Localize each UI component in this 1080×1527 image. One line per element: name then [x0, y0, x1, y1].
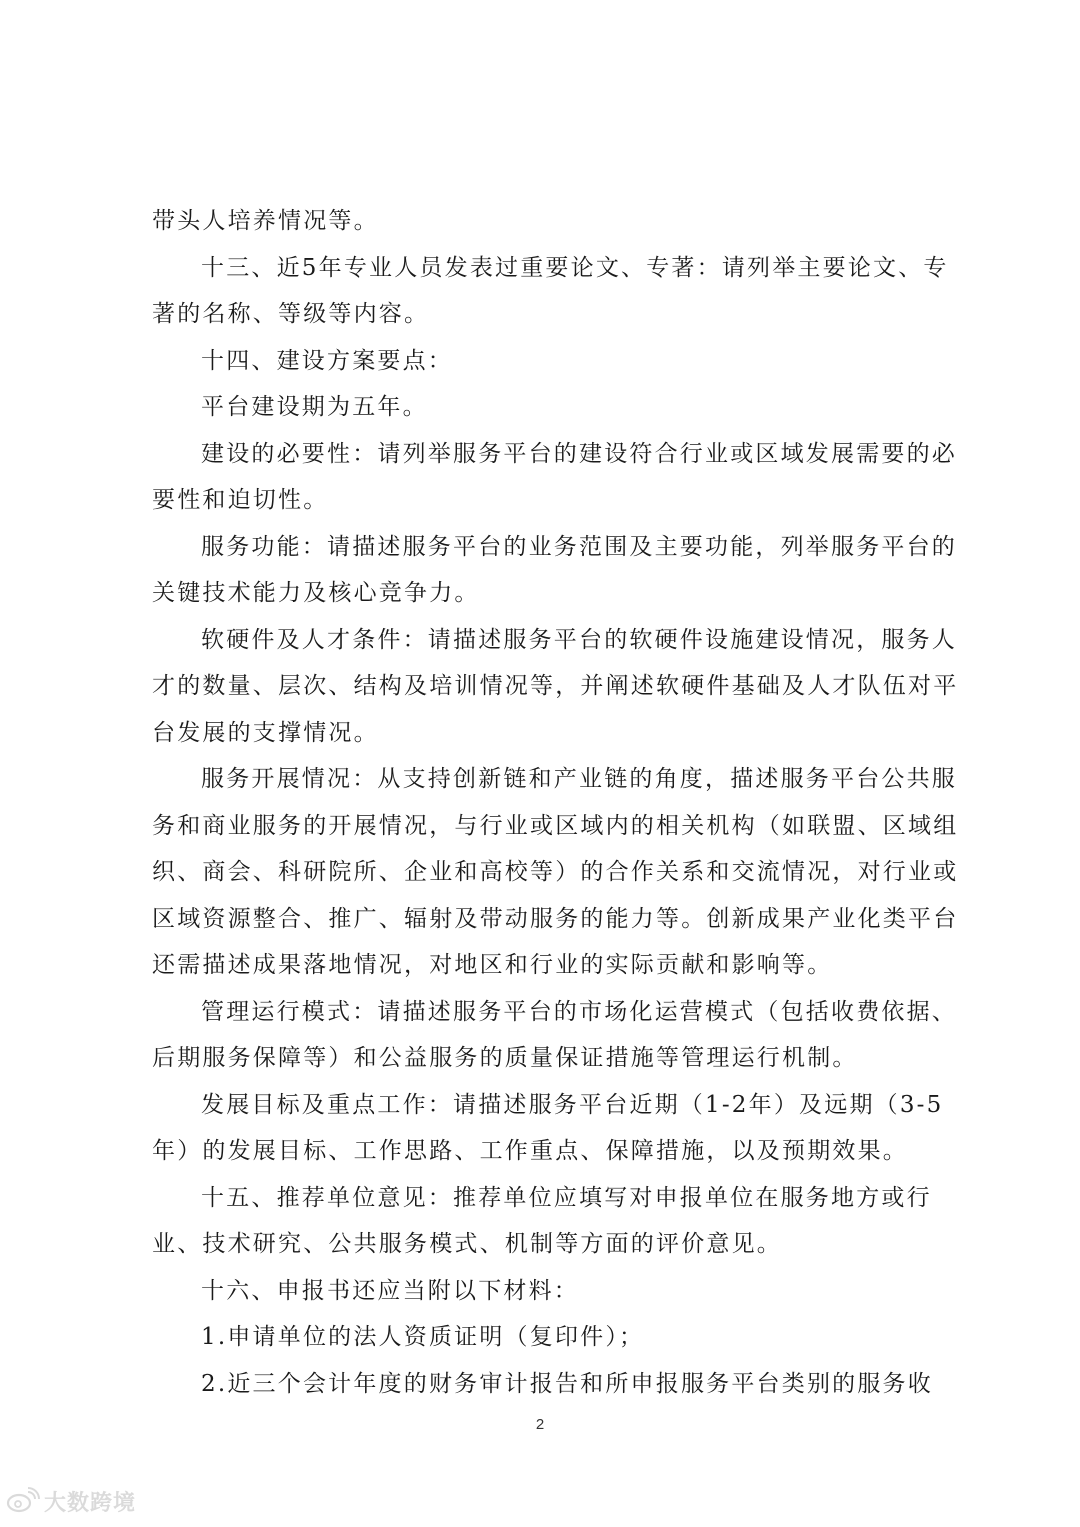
text-line: 平台建设期为五年。: [201, 394, 428, 420]
text-line: 业、技术研究、公共服务模式、机制等方面的评价意见。: [152, 1231, 782, 1257]
watermark: [6, 1486, 136, 1517]
text-line: 务和商业服务的开展情况，与行业或区域内的相关机构（如联盟、区域组: [152, 812, 959, 839]
text-line: 区域资源整合、推广、辐射及带动服务的能力等。创新成果产业化类平台: [152, 905, 959, 932]
text-line: 十六、申报书还应当附以下材料：: [201, 1277, 579, 1304]
page-number: 2: [535, 1416, 545, 1433]
text-line: 织、商会、科研院所、企业和高校等）的合作关系和交流情况，对行业或: [152, 859, 959, 885]
text-line: 服务开展情况：从支持创新链和产业链的角度，描述服务平台公共服: [201, 766, 957, 792]
text-line: 台发展的支撑情况。: [152, 719, 379, 746]
text-line: 服务功能：请描述服务平台的业务范围及主要功能，列举服务平台的: [201, 533, 957, 560]
text-line: 关键技术能力及核心竞争力。: [152, 580, 480, 606]
text-line: 十四、建设方案要点：: [201, 347, 453, 374]
text-line: 十三、近5年专业人员发表过重要论文、专著：请列举主要论文、专: [201, 254, 949, 281]
text-line: 著的名称、等级等内容。: [152, 301, 430, 327]
text-line: 后期服务保障等）和公益服务的质量保证措施等管理运行机制。: [152, 1045, 858, 1071]
text-line: 要性和迫切性。: [152, 487, 329, 513]
text-line: 十五、推荐单位意见：推荐单位应填写对申报单位在服务地方或行: [201, 1184, 932, 1211]
watermark-text: 大数跨境: [44, 1491, 137, 1516]
text-line: 管理运行模式：请描述服务平台的市场化运营模式（包括收费依据、: [201, 998, 957, 1025]
text-line: 1.申请单位的法人资质证明（复印件）；: [201, 1324, 645, 1350]
text-line: 还需描述成果落地情况，对地区和行业的实际贡献和影响等。: [152, 952, 833, 978]
weibo-icon: [6, 1487, 40, 1517]
text-line: 2.近三个会计年度的财务审计报告和所申报服务平台类别的服务收: [201, 1370, 933, 1397]
text-line: 才的数量、层次、结构及培训情况等，并阐述软硬件基础及人才队伍对平: [152, 673, 959, 699]
text-line: 建设的必要性：请列举服务平台的建设符合行业或区域发展需要的必: [201, 440, 957, 467]
document-body: [152, 198, 959, 1407]
text-line: 软硬件及人才条件：请描述服务平台的软硬件设施建设情况，服务人: [201, 626, 957, 653]
text-line: 带头人培养情况等。: [152, 208, 379, 234]
text-line: 发展目标及重点工作：请描述服务平台近期（1-2年）及远期（3-5: [201, 1091, 944, 1118]
text-line: 年）的发展目标、工作思路、工作重点、保障措施，以及预期效果。: [152, 1138, 908, 1164]
